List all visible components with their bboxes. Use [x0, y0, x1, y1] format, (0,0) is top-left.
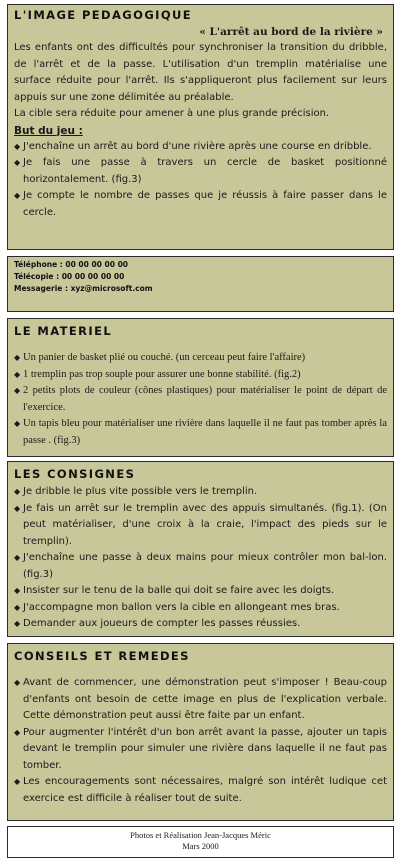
materiel-panel — [7, 318, 394, 457]
consigne-text: Je dribble le plus vite possible vers le tremplin. — [23, 486, 258, 497]
intro-paragraph: Les enfants ont des difficultés pour synchroniser la transition du dribble, de l'arrêt et de la passe. L'utilisation d'un tremplin matérialise une surface réduite pour l'arrêt. Ils s'appliqueront plus facilement sur leurs appuis sur une zone délimitée au préalable. — [14, 42, 387, 103]
email-address[interactable]: Messagerie : xyz@microsoft.com — [14, 284, 153, 293]
conseil-text: Les encouragements sont nécessaires, malgré son intérêt ludique cet exercice est difficile à réaliser tout de suite. — [23, 776, 387, 804]
consigne-item — [14, 583, 387, 600]
consigne-text: Je fais un arrêt sur le tremplin avec des appuis simultanés. (fig.1). (On peut matérialiser, d'une croix à la craie, l'impact des pieds sur le tremplin). — [23, 502, 387, 547]
bullet-icon: ◆ — [14, 727, 21, 737]
bullet-icon: ◆ — [14, 602, 21, 612]
materiel-item — [14, 383, 387, 416]
conseil-item — [14, 725, 387, 775]
materiel-text: Un tapis bleu pour matérialiser une rivière dans laquelle il ne faut pas tomber après la passe . (fig.3) — [23, 418, 387, 446]
bullet-icon: ◆ — [14, 503, 21, 513]
materiel-item — [14, 416, 387, 449]
credit-line: Photos et Réalisation Jean-Jacques Méric — [130, 830, 271, 840]
bullet-icon: ◆ — [14, 419, 21, 428]
materiel-item — [14, 350, 387, 367]
conseils-heading: CONSEILS ET REMEDES — [14, 649, 190, 663]
conseils-panel — [7, 643, 394, 821]
bullet-icon: ◆ — [14, 678, 21, 687]
goal-label: But du jeu : — [14, 124, 83, 137]
goal-list — [14, 139, 387, 222]
conseil-text: Pour augmenter l'intérêt d'un bon arrêt avant la passe, ajouter un tapis devant le tremplin pour simuler une rivière dans laquelle il ne faut pas tomber. — [23, 726, 387, 771]
consignes-heading: LES CONSIGNES — [14, 467, 136, 481]
conseil-item — [14, 675, 387, 725]
materiel-list — [14, 350, 387, 449]
bullet-icon: ◆ — [14, 353, 21, 362]
materiel-heading: LE MATERIEL — [14, 324, 113, 338]
bullet-icon: ◆ — [14, 586, 21, 595]
consigne-item — [14, 616, 387, 633]
goal-text: J'enchaîne un arrêt au bord d'une rivière après une course en dribble. — [23, 140, 372, 152]
exercise-subtitle: « L'arrêt au bord de la rivière » — [199, 26, 383, 38]
consigne-item — [14, 550, 387, 583]
phone-number: Téléphone : 00 00 00 00 00 — [14, 260, 129, 269]
consigne-text: Demander aux joueurs de compter les passes réussies. — [23, 618, 301, 629]
bullet-icon: ◆ — [14, 141, 21, 151]
credits-footer — [7, 826, 394, 858]
materiel-text: 2 petits plots de couleur (cônes plastiques) pour matérialiser le point de départ de l'exercice. — [23, 385, 387, 413]
consignes-panel — [7, 461, 394, 637]
consignes-list — [14, 484, 387, 633]
image-pedagogique-panel — [7, 4, 394, 250]
bullet-icon: ◆ — [14, 487, 21, 496]
contact-panel — [7, 256, 394, 312]
goal-text: Je compte le nombre de passes que je réussis à faire passer dans le cercle. — [23, 190, 387, 218]
bullet-icon: ◆ — [14, 553, 21, 562]
goal-item — [14, 139, 387, 156]
materiel-item — [14, 367, 387, 384]
materiel-text: Un panier de basket plié ou couché. (un cerceau peut faire l'affaire) — [23, 352, 306, 363]
intro-paragraph-2: La cible sera réduite pour amener à une plus grande précision. — [14, 108, 330, 119]
conseil-text: Avant de commencer, une démonstration peut s'imposer ! Beau-coup d'enfants ont besoin de cette image en plus de l'explication verbale. Cette démonstration peut aussi être faite par un enfant. — [23, 677, 387, 721]
bullet-icon: ◆ — [14, 386, 21, 395]
fax-number: Télécopie : 00 00 00 00 00 — [14, 272, 125, 281]
consigne-item — [14, 501, 387, 551]
consigne-item — [14, 600, 387, 617]
consigne-text: J'enchaîne une passe à deux mains pour mieux contrôler mon bal-lon. (fig.3) — [23, 552, 387, 580]
bullet-icon: ◆ — [14, 619, 21, 628]
bullet-icon: ◆ — [14, 777, 21, 786]
credit-date: Mars 2000 — [182, 841, 219, 851]
consigne-text: Insister sur le tenu de la balle qui doit se faire avec les doigts. — [23, 585, 335, 596]
conseils-list — [14, 675, 387, 807]
image-pedagogique-heading: L'IMAGE PEDAGOGIQUE — [14, 8, 193, 22]
consigne-item — [14, 484, 387, 501]
materiel-text: 1 tremplin pas trop souple pour assurer une bonne stabilité. (fig.2) — [23, 368, 301, 380]
bullet-icon: ◆ — [14, 158, 21, 167]
goal-item — [14, 188, 387, 221]
bullet-icon: ◆ — [14, 191, 21, 200]
consigne-text: J'accompagne mon ballon vers la cible en allongeant mes bras. — [23, 601, 340, 613]
goal-text: Je fais une passe à travers un cercle de basket positionné horizontalement. (fig.3) — [23, 157, 387, 185]
bullet-icon: ◆ — [14, 369, 21, 379]
goal-item — [14, 155, 387, 188]
conseil-item — [14, 774, 387, 807]
